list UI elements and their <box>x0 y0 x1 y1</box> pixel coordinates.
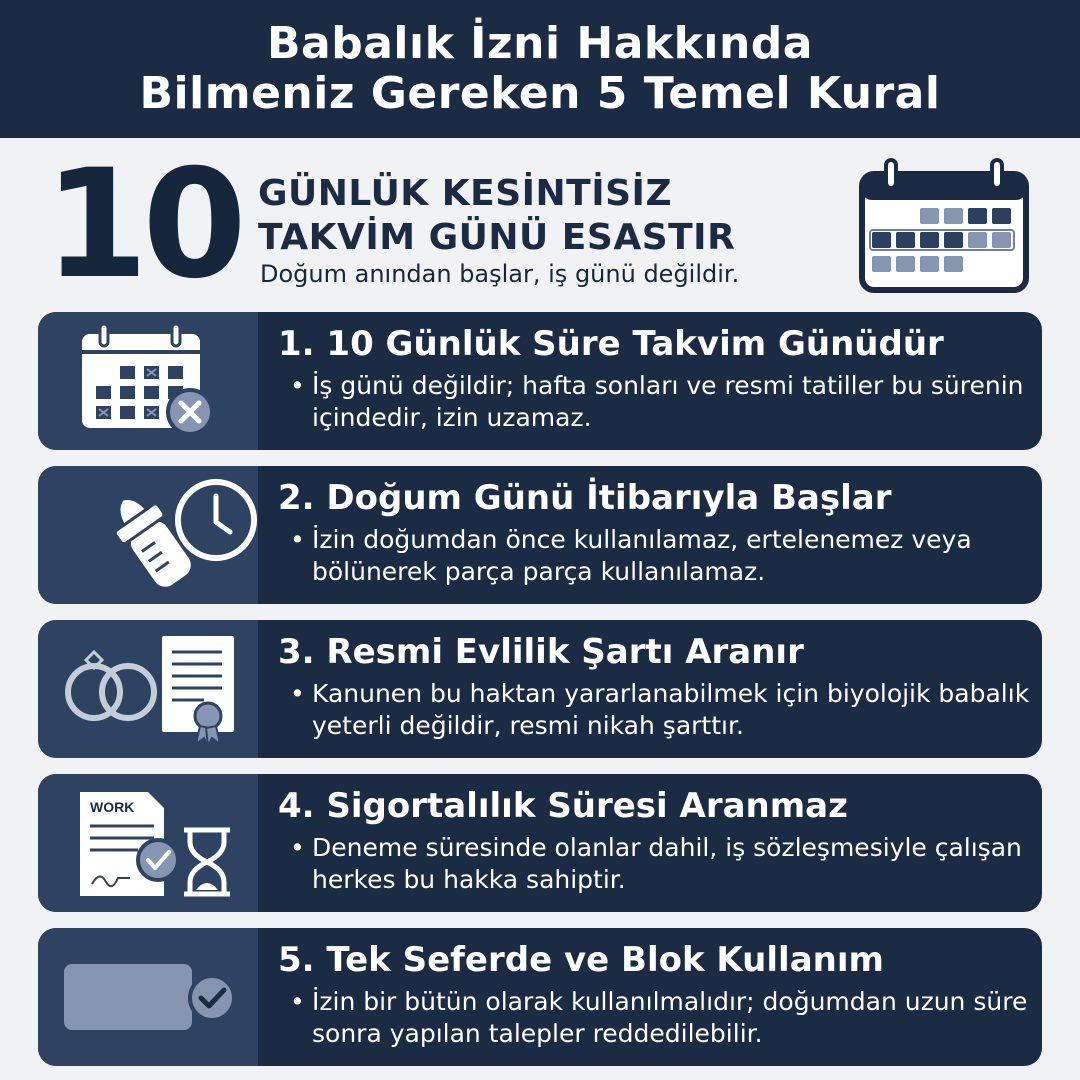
rule-icon-panel <box>38 774 258 912</box>
header-banner <box>0 0 1080 138</box>
bullet-point: • <box>290 371 305 400</box>
bullet-point: • <box>290 833 305 862</box>
rule-description-text: İzin doğumdan önce kullanılamaz, ertelenemez veya bölünerek parça parça kullanılamaz. <box>312 525 972 586</box>
rule-card-5 <box>38 928 1042 1066</box>
bullet-point: • <box>290 525 305 554</box>
rule-card-4 <box>38 774 1042 912</box>
rule-description <box>290 832 1030 896</box>
rings-certificate-icon <box>38 620 258 758</box>
page-title-line2: Bilmeniz Gereken 5 Temel Kural <box>139 68 941 119</box>
hero-subtitle: Doğum anından başlar, iş günü değildir. <box>260 260 740 288</box>
rule-card-2 <box>38 466 1042 604</box>
rule-title: 1. 10 Günlük Süre Takvim Günüdür <box>278 324 944 364</box>
page-title-line1: Babalık İzni Hakkında <box>267 18 813 69</box>
work-label: WORK <box>90 799 135 815</box>
rule-description-text: Deneme süresinde olanlar dahil, iş sözleşmesiyle çalışan herkes bu hakka sahiptir. <box>312 833 1022 894</box>
baby-bottle-clock-icon <box>38 466 258 604</box>
rule-icon-panel <box>38 312 258 450</box>
rule-title: 2. Doğum Günü İtibarıyla Başlar <box>278 478 892 518</box>
rule-title: 4. Sigortalılık Süresi Aranmaz <box>278 786 848 826</box>
rule-description-text: İzin bir bütün olarak kullanılmalıdır; doğumdan uzun süre sonra yapılan talepler reddedilebilir. <box>312 987 1028 1048</box>
bullet-point: • <box>290 987 305 1016</box>
hero-title-line2: TAKVİM GÜNÜ ESASTIR <box>258 217 736 258</box>
rule-description <box>290 986 1030 1050</box>
rule-title: 3. Resmi Evlilik Şartı Aranır <box>278 632 804 672</box>
rule-icon-panel <box>38 928 258 1066</box>
calendar-icon <box>858 158 1030 294</box>
rule-description <box>290 524 1030 588</box>
rule-description <box>290 370 1030 434</box>
bullet-point: • <box>290 679 305 708</box>
rule-card-1 <box>38 312 1042 450</box>
rule-icon-panel <box>38 466 258 604</box>
hero-title <box>258 172 735 260</box>
rule-title: 5. Tek Seferde ve Blok Kullanım <box>278 940 884 980</box>
rule-description <box>290 678 1030 742</box>
work-document-hourglass-icon <box>38 774 258 912</box>
hero-section <box>0 138 1080 312</box>
block-check-icon <box>38 928 258 1066</box>
rule-icon-panel <box>38 620 258 758</box>
hero-title-line1: GÜNLÜK KESİNTİSİZ <box>258 173 673 214</box>
hero-number: 10 <box>44 138 241 312</box>
rule-description-text: İş günü değildir; hafta sonları ve resmi tatiller bu sürenin içindedir, izin uzamaz. <box>312 371 1024 432</box>
rule-card-3 <box>38 620 1042 758</box>
calendar-cross-icon <box>38 312 258 450</box>
rule-description-text: Kanunen bu haktan yararlanabilmek için biyolojik babalık yeterli değildir, resmi nikah şarttır. <box>312 679 1030 740</box>
